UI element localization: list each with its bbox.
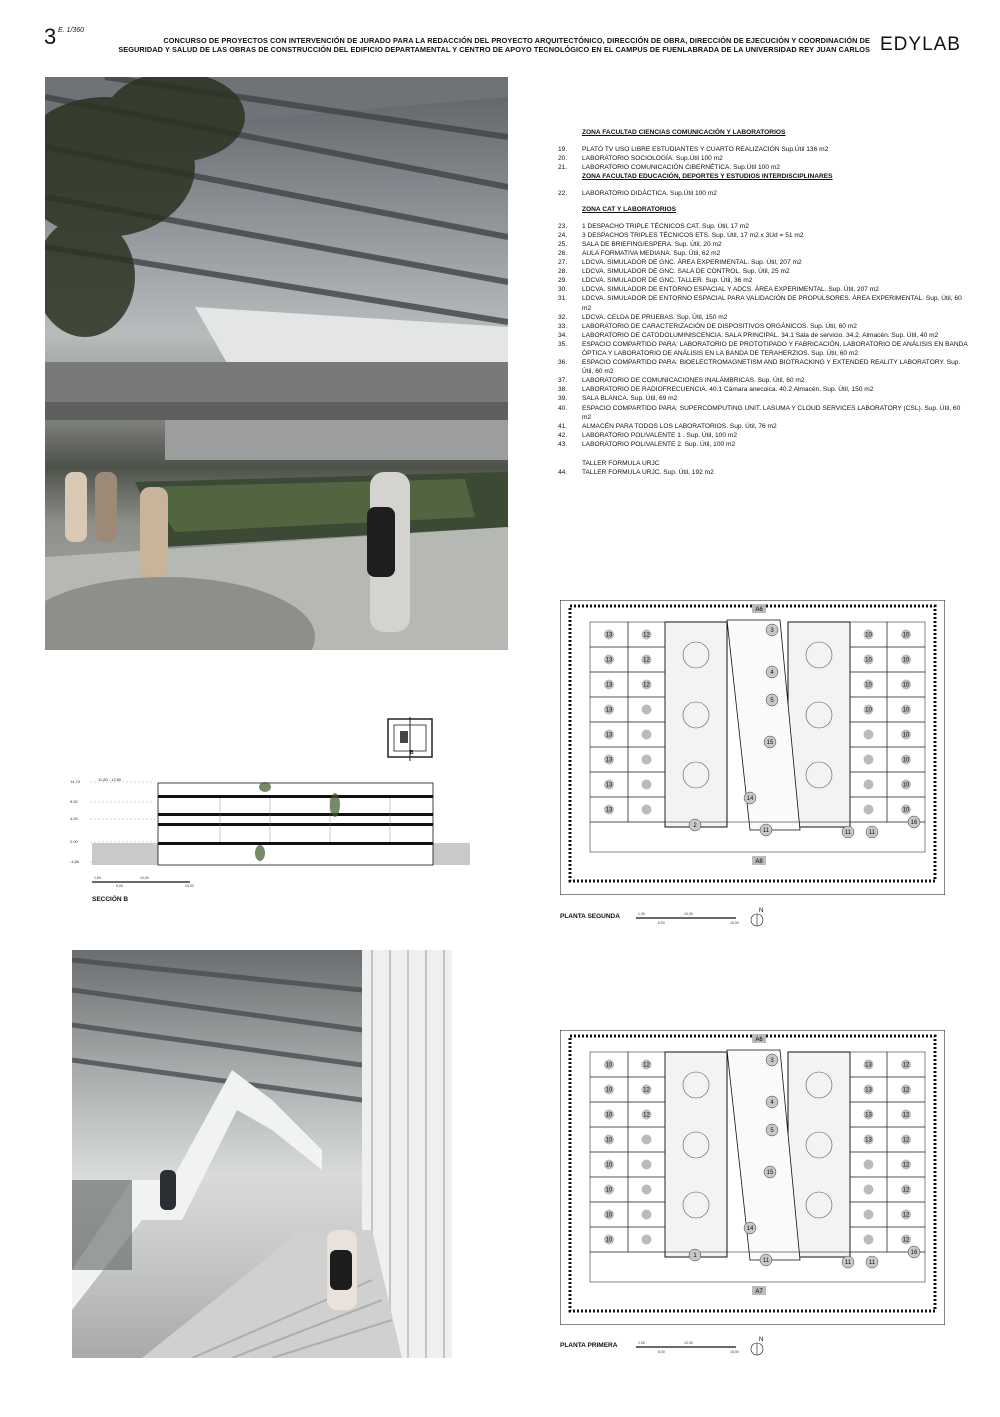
svg-text:15,00: 15,00 <box>730 921 739 925</box>
core-room-label: 2 <box>693 823 697 829</box>
program-heading-cat: ZONA CAT Y LABORATORIOS <box>582 205 677 213</box>
core-room-label: 4 <box>770 670 774 676</box>
core-room-label: 11 <box>762 828 770 834</box>
program-item: 35. ESPACIO COMPARTIDO PARA: LABORATORIO DE PROTOTIPADO Y FABRICACIÓN, LABORATORIO DE ANÁLISIS EN BANDA ÓPTICA Y LABORATORIO DE ANÁLISIS EN LA BANDA DE TERAHERZIOS. Sup. Útil, 60 m2 <box>558 340 968 357</box>
room-left-label: 10 <box>605 1187 613 1194</box>
program-item: 36. ESPACIO COMPARTIDO PARA: BIOELECTROMAGNETISM AND BIOTRACKING Y EXTENDED REALITY LABORATORY. Sup. Útil, 60 m2 <box>558 359 961 376</box>
room-right-label: 10 <box>902 757 910 764</box>
room-left-inner-label: 12 <box>643 1062 650 1069</box>
core-room-label: 5 <box>770 698 774 704</box>
room-left-inner-label: 12 <box>643 632 650 639</box>
room-right-label: 10 <box>902 707 910 714</box>
room-left-label: 13 <box>605 707 613 714</box>
room-left-inner-tag <box>642 1235 652 1245</box>
svg-text:10,00: 10,00 <box>684 1341 693 1345</box>
program-item: 42. LABORATORIO POLIVALENTE 1 . Sup. Útil, 100 m2 <box>558 431 738 439</box>
core-room-label: 11 <box>844 1260 852 1266</box>
section-level: 4,53 <box>70 816 78 821</box>
room-right-inner-tag <box>864 1235 874 1245</box>
section-scale-tick: 5,00 <box>116 884 123 888</box>
plan-primera <box>560 1030 945 1325</box>
room-left-inner-tag <box>642 1185 652 1195</box>
room-left-inner-tag <box>642 730 652 740</box>
room-left-inner-tag <box>642 780 652 790</box>
program-heading-formula: TALLER FORMULA URJC <box>582 460 660 467</box>
room-right-label: 10 <box>902 807 910 814</box>
section-level: 9,52 <box>70 799 78 804</box>
section-top-dim: 11,80 - 12,60 <box>98 777 122 782</box>
room-right-inner-label: 10 <box>865 657 872 664</box>
program-item: 24. 3 DESPACHOS TRIPLES TÉCNICOS ETS. Sup. Útil, 17 m2 x 3Ud = 51 m2 <box>558 231 804 239</box>
room-left-label: 13 <box>605 807 613 814</box>
room-right-label: 12 <box>902 1212 910 1219</box>
core-room-label: 14 <box>746 796 754 802</box>
program-item: 30. LDCVA. SIMULADOR DE ENTORNO ESPACIAL Y ADCS. ÁREA EXPERIMENTAL. Sup. Útil, 207 m2 <box>558 286 879 294</box>
program-heading-educacion: ZONA FACULTAD EDUCACIÓN, DEPORTES Y ESTUDIOS INTERDISCIPLINARES <box>582 173 833 181</box>
room-right-label: 12 <box>902 1112 910 1119</box>
room-right-inner-label: 13 <box>865 1062 872 1069</box>
plan-segunda <box>560 600 945 895</box>
room-right-inner-tag <box>864 780 874 790</box>
room-left-label: 10 <box>605 1137 613 1144</box>
room-right-label: 10 <box>902 657 910 664</box>
room-right-inner-tag <box>864 805 874 815</box>
svg-text:5,00: 5,00 <box>658 921 665 925</box>
room-right-label: 12 <box>902 1162 910 1169</box>
program-item: 28. LDCVA. SIMULADOR DE GNC. SALA DE CONTROL. Sup. Útil, 25 m2 <box>558 268 790 276</box>
room-right-label: 10 <box>902 682 910 689</box>
room-right-inner-tag <box>864 755 874 765</box>
core-room-label: 11 <box>762 1258 770 1264</box>
program-item: 22. LABORATORIO DIDÁCTICA. Sup.Útil 100 m2 <box>558 190 717 198</box>
program-item: 40. ESPACIO COMPARTIDO PARA: SUPERCOMPUTING UNIT. LASUMA Y CLOUD SERVICES LABORATORY (CSL). Sup. Útil, 60 m2 <box>558 404 961 421</box>
program-item: 29. LDCVA. SIMULADOR DE GNC. TALLER. Sup. Útil, 36 m2 <box>558 277 753 285</box>
room-right-inner-label: 10 <box>865 682 872 689</box>
room-right-label: 12 <box>902 1137 910 1144</box>
section-label: SECCIÓN B <box>92 896 129 903</box>
room-left-label: 10 <box>605 1237 613 1244</box>
section-key-plan <box>386 717 436 767</box>
room-left-inner-label: 12 <box>643 1112 650 1119</box>
section-drawing <box>70 775 480 895</box>
room-left-label: 10 <box>605 1087 613 1094</box>
room-left-label: 10 <box>605 1062 613 1069</box>
room-left-label: 13 <box>605 682 613 689</box>
svg-text:1,00: 1,00 <box>638 1341 645 1345</box>
room-right-label: 10 <box>902 732 910 739</box>
access-tag-top-label: A6 <box>755 1037 763 1043</box>
project-title-line1: CONCURSO DE PROYECTOS CON INTERVENCIÓN DE JURADO PARA LA REDACCIÓN DEL PROYECTO ARQUITECTÓNICO, DIRECCIÓN DE OBRA, DIRECCIÓN DE EJECUCIÓN Y COORDINACIÓN DE <box>163 36 870 45</box>
room-left-label: 13 <box>605 632 613 639</box>
core-room-label: 16 <box>910 1250 918 1256</box>
core-room-label: 15 <box>766 740 774 746</box>
room-left-label: 10 <box>605 1212 613 1219</box>
patio-left <box>665 1052 727 1257</box>
room-left-inner-label: 12 <box>643 682 650 689</box>
program-item: 37. LABORATORIO DE COMUNICACIONES INALÁMBRICAS. Sup. Útil, 60 m2 <box>558 377 805 385</box>
patio-right <box>788 622 850 827</box>
access-tag-top-label: A6 <box>755 607 763 613</box>
room-left-inner-tag <box>642 1160 652 1170</box>
room-right-inner-tag <box>864 1160 874 1170</box>
sheet-number: 3 <box>44 24 57 49</box>
room-left-label: 13 <box>605 757 613 764</box>
core-room-label: 4 <box>770 1100 774 1106</box>
section-scale-tick: 1,80 <box>94 876 101 880</box>
program-item: 23. 1 DESPACHO TRIPLE TÉCNICOS CAT. Sup. Útil, 17 m2 <box>558 222 749 230</box>
program-item: 34. LABORATORIO DE CATODOLUMINISCENCIA. SALA PRINCIPAL. 34.1 Sala de servicio. 34.2. Almacén. Sup. Útil, 40 m2 <box>558 331 939 339</box>
north-arrow-icon <box>750 1335 766 1362</box>
program-item: 41. ALMACÉN PARA TODOS LOS LABORATORIOS. Sup. Útil, 76 m2 <box>558 422 777 430</box>
room-left-inner-label: 12 <box>643 1087 650 1094</box>
svg-text:5,00: 5,00 <box>658 1350 665 1354</box>
section-scale-tick: 15,00 <box>185 884 194 888</box>
room-right-inner-label: 13 <box>865 1087 872 1094</box>
room-right-label: 12 <box>902 1237 910 1244</box>
room-right-inner-tag <box>864 1210 874 1220</box>
room-right-inner-label: 10 <box>865 707 872 714</box>
room-right-inner-label: 13 <box>865 1112 872 1119</box>
program-item: 31. LDCVA. SIMULADOR DE ENTORNO ESPACIAL PARA VALIDACIÓN DE PROPULSORES. ÁREA EXPERIMENTAL. Sup. Útil, 60 m2 <box>558 295 962 312</box>
core-room-label: 16 <box>910 820 918 826</box>
core-room-label: 11 <box>868 830 876 836</box>
room-left-inner-tag <box>642 705 652 715</box>
section-marker: B <box>410 750 414 756</box>
core-room-label: 5 <box>770 1128 774 1134</box>
patio-right <box>788 1052 850 1257</box>
program-items-cat <box>558 222 968 449</box>
program-list <box>558 122 968 477</box>
core-room-label: 14 <box>746 1226 754 1232</box>
scale-note: E. 1/360 <box>58 27 85 34</box>
project-title <box>90 36 870 54</box>
room-left-label: 10 <box>605 1112 613 1119</box>
floor-plan-drawing <box>560 1030 945 1325</box>
core-room-label: 1 <box>693 1253 697 1259</box>
brand-logo: EDYLAB <box>880 34 961 55</box>
floor-plan-drawing <box>560 600 945 895</box>
plan-primera-scalebar <box>636 1341 746 1360</box>
access-tag-bottom-label: A8 <box>755 859 763 865</box>
program-item: 26. AULA FORMATIVA MEDIANA. Sup. Útil, 62 m2 <box>558 249 721 257</box>
program-item: 20. LABORATORIO SOCIOLOGÍA. Sup.Útil 100 m2 <box>558 155 723 163</box>
courtyard-render <box>45 77 508 650</box>
room-right-inner-label: 13 <box>865 1137 872 1144</box>
program-item: 25. SALA DE BRIEFING/ESPERA. Sup. Útil, 20 m2 <box>558 240 722 248</box>
program-item: 44. TALLER FORMULA URJC. Sup. Útil, 192 m2 <box>558 469 714 477</box>
room-left-inner-tag <box>642 1210 652 1220</box>
room-left-label: 13 <box>605 782 613 789</box>
program-item: 39. SALA BLANCA. Sup. Útil, 69 m2 <box>558 395 678 403</box>
corridor-render <box>72 950 452 1358</box>
plan-segunda-label: PLANTA SEGUNDA <box>560 913 620 920</box>
room-left-label: 13 <box>605 732 613 739</box>
svg-text:10,00: 10,00 <box>684 912 693 916</box>
room-right-inner-label: 10 <box>865 632 872 639</box>
room-right-label: 10 <box>902 632 910 639</box>
section-level: 0,00 <box>70 839 78 844</box>
room-right-inner-tag <box>864 730 874 740</box>
room-left-inner-label: 12 <box>643 657 650 664</box>
plan-primera-label: PLANTA PRIMERA <box>560 1342 618 1349</box>
svg-text:N: N <box>759 908 764 914</box>
room-right-label: 12 <box>902 1062 910 1069</box>
program-heading-comunicacion: ZONA FACULTAD CIENCIAS COMUNICACIÓN Y LABORATORIOS <box>582 129 786 136</box>
program-item: 27. LDCVA. SIMULADOR DE GNC. ÁREA EXPERIMENTAL. Sup. Útil, 207 m2 <box>558 259 802 267</box>
svg-text:1,00: 1,00 <box>638 912 645 916</box>
room-left-label: 10 <box>605 1162 613 1169</box>
north-arrow-icon <box>750 906 766 933</box>
program-item: 43. LABORATORIO POLIVALENTE 2. Sup. Útil, 100 m2 <box>558 440 736 448</box>
program-item: 38. LABORATORIO DE RADIOFRECUENCIA. 40.1 Cámara anecoica. 40.2 Almacén. Sup. Útil, 150 m2 <box>558 386 874 394</box>
program-item: 19. PLATÓ TV USO LIBRE ESTUDIANTES Y CUARTO REALIZACIÓN Sup.Útil 136 m2 <box>558 146 829 154</box>
room-right-label: 10 <box>902 782 910 789</box>
core-room-label: 3 <box>770 1058 774 1064</box>
room-left-label: 13 <box>605 657 613 664</box>
plan-segunda-scalebar <box>636 912 746 931</box>
room-left-inner-tag <box>642 755 652 765</box>
section-scale-tick: 10,00 <box>140 876 149 880</box>
program-item: 21. LABORATORIO COMUNICACIÓN CIBERNÉTICA. Sup.Útil 100 m2 <box>558 164 780 172</box>
patio-left <box>665 622 727 827</box>
section-level: 14,74 <box>70 779 81 784</box>
section-level: -4,80 <box>70 859 80 864</box>
room-left-inner-tag <box>642 1135 652 1145</box>
project-title-line2: SEGURIDAD Y SALUD DE LAS OBRAS DE CONSTRUCCIÓN DEL EDIFICIO DEPARTAMENTAL Y CENTRO DE APOYO TECNOLÓGICO EN EL CAMPUS DE FUENLABRADA DE LA UNIVERSIDAD REY JUAN CARLOS <box>118 45 870 54</box>
program-item: 32. LDCVA. CELDA DE PRUEBAS. Sup. Útil, 150 m2 <box>558 313 728 321</box>
room-right-label: 12 <box>902 1087 910 1094</box>
access-tag-bottom-label: A7 <box>755 1289 763 1295</box>
core-room-label: 15 <box>766 1170 774 1176</box>
core-room-label: 3 <box>770 628 774 634</box>
core-room-label: 11 <box>844 830 852 836</box>
svg-text:15,00: 15,00 <box>730 1350 739 1354</box>
room-right-label: 12 <box>902 1187 910 1194</box>
program-item: 33. LABORATORIO DE CARACTERIZACIÓN DE DISPOSITIVOS ORGÁNICOS. Sup. Útil, 60 m2 <box>558 322 857 330</box>
svg-text:N: N <box>759 1337 764 1343</box>
room-right-inner-tag <box>864 1185 874 1195</box>
room-left-inner-tag <box>642 805 652 815</box>
core-room-label: 11 <box>868 1260 876 1266</box>
